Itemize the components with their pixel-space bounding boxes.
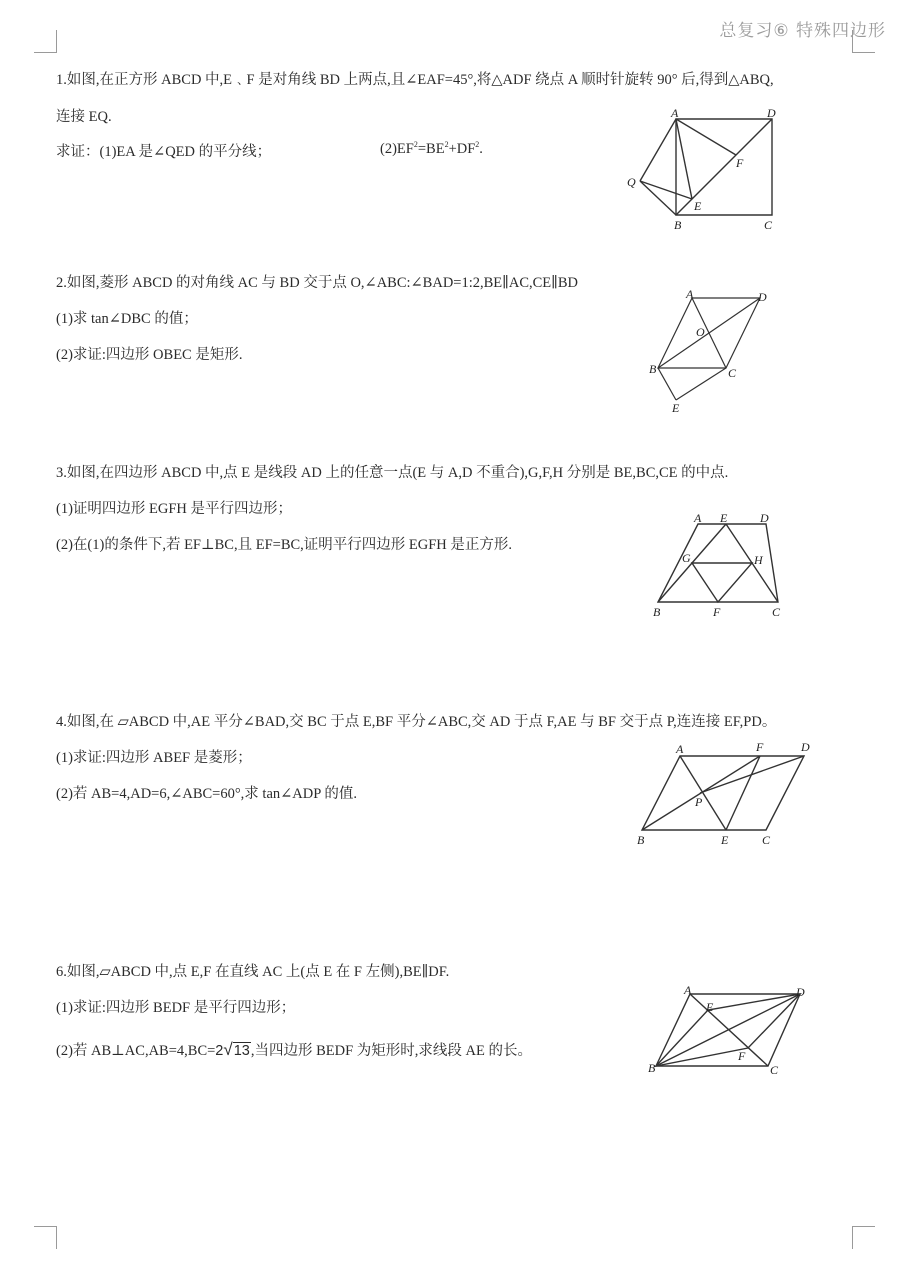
segment-be bbox=[658, 368, 676, 400]
diagonal-bd bbox=[658, 298, 760, 368]
fig2-label-e: E bbox=[672, 401, 680, 415]
sqrt-radicand: 13 bbox=[233, 1043, 250, 1059]
fig1-label-a: A bbox=[671, 106, 679, 120]
fig6-label-b: B bbox=[648, 1061, 656, 1075]
problem-3-part-2: (2)在(1)的条件下,若 EF⊥BC,且 EF=BC,证明平行四边形 EGFH 是正方形. bbox=[56, 537, 513, 553]
fig6-label-e: E bbox=[706, 1000, 714, 1014]
fig3-label-b: B bbox=[653, 605, 661, 619]
fig2-label-d: D bbox=[758, 290, 767, 304]
fig6-label-f: F bbox=[738, 1049, 746, 1063]
fig4-label-e: E bbox=[721, 833, 729, 847]
segment-af bbox=[676, 119, 736, 155]
problem-1-figure bbox=[624, 105, 780, 233]
segment-qe bbox=[640, 181, 692, 199]
problem-1-line-1: 1.如图,在正方形 ABCD 中,E﹑F 是对角线 BD 上两点,且∠EAF=45°,将△ADF 绕点 A 顺时针旋转 90° 后,得到△ABQ, bbox=[56, 72, 774, 88]
problem-1-line-2: 连接 EQ. bbox=[56, 109, 112, 125]
fig2-label-a: A bbox=[686, 288, 694, 301]
fig6-label-c: C bbox=[770, 1063, 779, 1077]
part2-prefix: (2)EF bbox=[380, 140, 414, 157]
segment-qb bbox=[640, 181, 676, 215]
segment-ce bbox=[676, 368, 726, 400]
fig4-label-b: B bbox=[637, 833, 645, 847]
fig2-label-o: O bbox=[696, 325, 705, 339]
fig6-label-d: D bbox=[796, 985, 805, 999]
fig6-label-a: A bbox=[684, 983, 692, 997]
problem-6-part-1: (1)求证:四边形 BEDF 是平行四边形； bbox=[56, 1000, 296, 1016]
segment-ae bbox=[676, 119, 692, 199]
triangle-gfh bbox=[692, 563, 752, 602]
fig1-label-q: Q bbox=[627, 175, 636, 189]
fig4-label-f: F bbox=[756, 740, 764, 754]
problem-6-figure bbox=[646, 980, 812, 1078]
page-header: 总复习⑥ 特殊四边形 bbox=[719, 21, 886, 41]
fig4-label-c: C bbox=[762, 833, 771, 847]
radical-sign: √ bbox=[223, 1040, 233, 1059]
problem-2-part-2: (2)求证:四边形 OBEC 是矩形. bbox=[56, 347, 243, 363]
segment-ae bbox=[680, 756, 726, 830]
part2-text-end: ,当四边形 BEDF 为矩形时,求线段 AE 的长。 bbox=[250, 1043, 533, 1059]
corner-mark-top-left bbox=[34, 30, 57, 53]
superscript: 2 bbox=[444, 140, 449, 149]
fig1-label-e: E bbox=[694, 199, 702, 213]
problem-2-figure bbox=[648, 288, 772, 418]
superscript: 2 bbox=[475, 140, 480, 149]
problem-4-figure bbox=[634, 738, 816, 850]
part2-text: (2)若 AB⊥AC,AB=4,BC= bbox=[56, 1043, 216, 1059]
superscript: 2 bbox=[413, 140, 418, 149]
fig1-label-f: F bbox=[736, 156, 744, 170]
fig3-label-g: G bbox=[682, 551, 691, 565]
corner-mark-bottom-right bbox=[852, 1226, 875, 1249]
problem-4-line-1: 4.如图,在 ▱ABCD 中,AE 平分∠BAD,交 BC 于点 E,BF 平分∠ABC,交 AD 于点 F,AE 与 BF 交于点 P,连连接 EF,PD。 bbox=[56, 714, 777, 730]
problem-6-part-2 bbox=[56, 1039, 532, 1060]
fig1-label-c: C bbox=[764, 218, 773, 232]
sqrt-expression bbox=[215, 1040, 251, 1059]
part2-end: . bbox=[479, 140, 483, 157]
problem-6-line-1: 6.如图,▱ABCD 中,点 E,F 在直线 AC 上(点 E 在 F 左侧),BE∥DF. bbox=[56, 964, 450, 980]
fig2-label-b: B bbox=[649, 362, 657, 376]
problem-3-figure bbox=[650, 510, 786, 622]
problem-4-part-2: (2)若 AB=4,AD=6,∠ABC=60°,求 tan∠ADP 的值. bbox=[56, 786, 357, 802]
problem-2-part-1: (1)求 tan∠DBC 的值； bbox=[56, 311, 198, 327]
problem-3-line-1: 3.如图,在四边形 ABCD 中,点 E 是线段 AD 上的任意一点(E 与 A,D 不重合),G,F,H 分别是 BE,BC,CE 的中点. bbox=[56, 465, 729, 481]
fig1-label-b: B bbox=[674, 218, 682, 232]
sqrt-coefficient: 2 bbox=[215, 1043, 224, 1059]
problem-1-part-2 bbox=[380, 140, 483, 158]
problem-2-line-1: 2.如图,菱形 ABCD 的对角线 AC 与 BD 交于点 O,∠ABC:∠BAD=1:2,BE∥AC,CE∥BD bbox=[56, 275, 578, 291]
problem-4-part-1: (1)求证:四边形 ABEF 是菱形； bbox=[56, 750, 252, 766]
fig4-label-a: A bbox=[676, 742, 684, 756]
segment-aq bbox=[640, 119, 676, 181]
fig3-label-c: C bbox=[772, 605, 781, 619]
problem-3-part-1: (1)证明四边形 EGFH 是平行四边形； bbox=[56, 501, 293, 517]
fig3-label-f: F bbox=[713, 605, 721, 619]
fig4-label-p: P bbox=[695, 795, 703, 809]
diagonal-bd bbox=[676, 119, 772, 215]
fig3-label-e: E bbox=[720, 511, 728, 525]
part2-mid2: +DF bbox=[448, 140, 476, 157]
fig4-label-d: D bbox=[801, 740, 810, 754]
corner-mark-bottom-left bbox=[34, 1226, 57, 1249]
fig3-label-a: A bbox=[694, 511, 702, 525]
fig1-label-d: D bbox=[767, 106, 776, 120]
part2-mid1: =BE bbox=[417, 140, 445, 157]
fig3-label-d: D bbox=[760, 511, 769, 525]
parallelogram-abcd bbox=[642, 756, 804, 830]
diagonal-bd bbox=[656, 994, 800, 1066]
fig3-label-h: H bbox=[754, 553, 763, 567]
fig2-label-c: C bbox=[728, 366, 737, 380]
problem-1-part-1: 求证：(1)EA 是∠QED 的平分线； bbox=[56, 144, 272, 160]
